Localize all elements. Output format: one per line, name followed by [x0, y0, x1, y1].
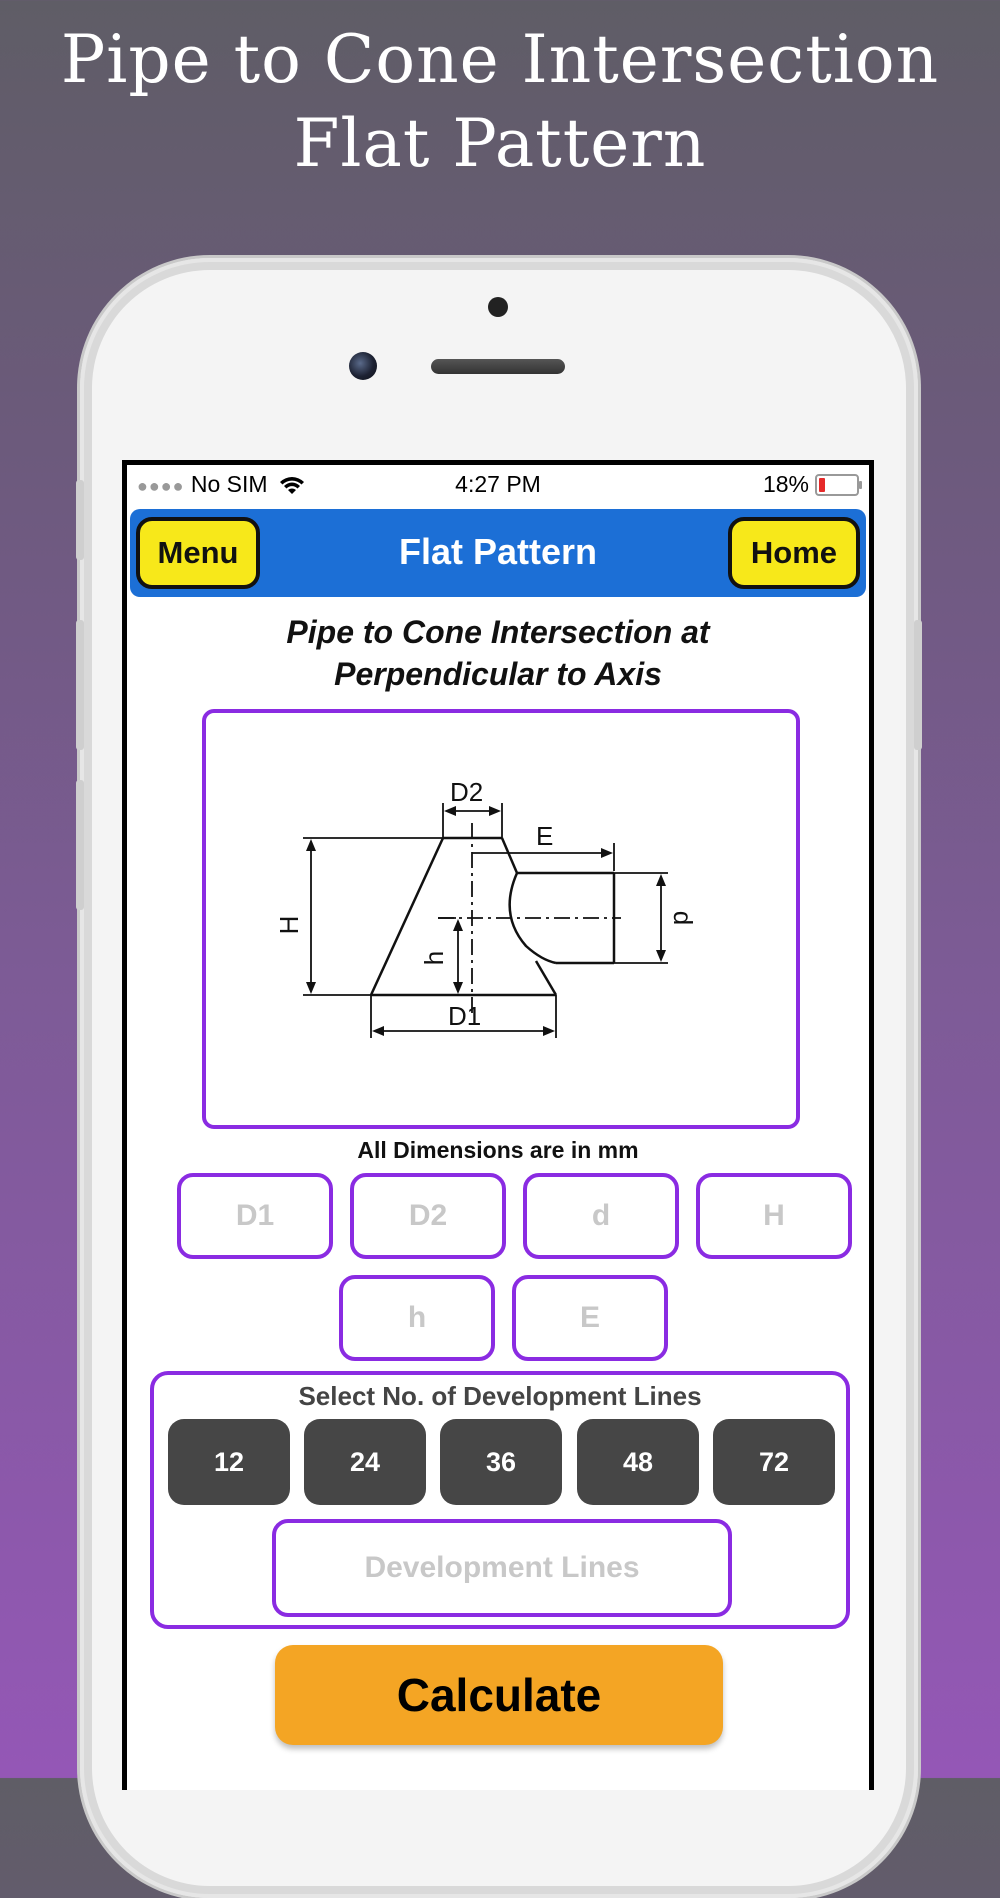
label-E: E	[536, 821, 554, 851]
pipe-cone-diagram	[206, 713, 796, 1125]
label-D1: D1	[448, 1001, 482, 1031]
input-d[interactable]: d	[523, 1173, 679, 1259]
development-lines-label: Select No. of Development Lines	[298, 1381, 702, 1411]
input-h[interactable]: h	[339, 1275, 495, 1361]
navigation-bar	[130, 509, 866, 597]
label-d: d	[668, 910, 698, 926]
promo-title-line1: Pipe to Cone Intersection	[60, 21, 940, 98]
phone-power-button	[914, 620, 922, 750]
option-24-button[interactable]: 24	[304, 1419, 426, 1505]
front-camera	[349, 352, 377, 380]
promo-title-line2: Flat Pattern	[293, 105, 707, 182]
option-36-button[interactable]: 36	[440, 1419, 562, 1505]
label-D2: D2	[450, 777, 484, 807]
phone-volume-up	[76, 620, 84, 750]
input-E[interactable]: E	[512, 1275, 668, 1361]
battery-fill	[819, 478, 825, 492]
cone-diagram-frame	[202, 709, 800, 1129]
carrier-label: No SIM	[190, 471, 268, 497]
option-12-button[interactable]: 12	[168, 1419, 290, 1505]
promo-title	[0, 18, 1000, 186]
input-H[interactable]: H	[696, 1173, 852, 1259]
phone-volume-down	[76, 780, 84, 910]
battery-status	[763, 471, 859, 498]
home-button[interactable]: Home	[728, 517, 860, 589]
development-lines-panel	[150, 1371, 850, 1629]
app-screen	[127, 465, 869, 1790]
option-48-button[interactable]: 48	[577, 1419, 699, 1505]
development-lines-input[interactable]: Development Lines	[272, 1519, 732, 1617]
label-H: H	[274, 915, 304, 935]
phone-side-button	[76, 480, 84, 560]
label-h: h	[419, 950, 449, 966]
input-D2[interactable]: D2	[350, 1173, 506, 1259]
units-note: All Dimensions are in mm	[357, 1137, 639, 1163]
status-bar	[127, 465, 869, 499]
battery-icon	[815, 474, 859, 496]
option-72-button[interactable]: 72	[713, 1419, 835, 1505]
clock: 4:27 PM	[455, 471, 541, 497]
page-title-line2: Perpendicular to Axis	[334, 656, 662, 692]
page-title-line1: Pipe to Cone Intersection at	[286, 614, 710, 650]
input-D1[interactable]: D1	[177, 1173, 333, 1259]
nav-title: Flat Pattern	[398, 531, 598, 572]
signal-icon: ●●●●	[137, 476, 185, 496]
calculate-button[interactable]: Calculate	[275, 1645, 723, 1745]
page-title	[127, 611, 869, 695]
front-sensor	[488, 297, 508, 317]
battery-percent: 18%	[762, 471, 809, 497]
earpiece-speaker	[431, 359, 565, 374]
menu-button[interactable]: Menu	[136, 517, 260, 589]
phone-screen	[122, 460, 874, 1790]
